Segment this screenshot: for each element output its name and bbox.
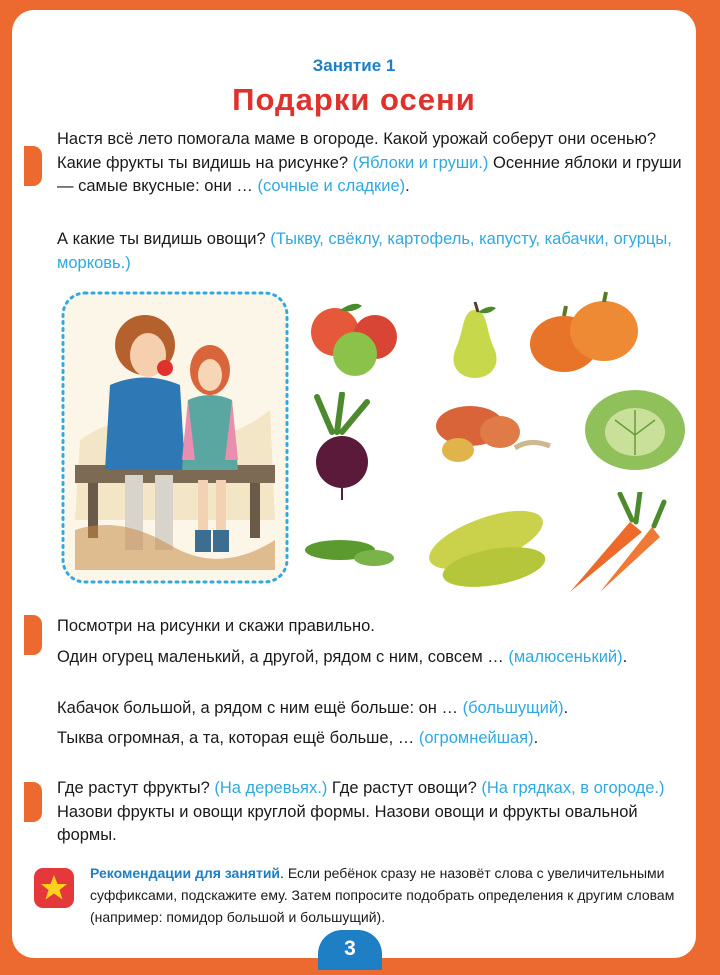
pear-picture	[440, 300, 510, 380]
section-marker-1	[24, 146, 42, 186]
comparison-text-3	[57, 697, 682, 721]
pumpkin-tail: .	[533, 729, 539, 747]
potatoes-picture	[430, 398, 560, 468]
star-icon	[34, 868, 74, 908]
beet-picture	[302, 392, 382, 502]
vegetables-question	[57, 228, 682, 275]
growing-text-2: Где растут овощи?	[327, 779, 482, 797]
intro-answer-2: (сочные и сладкие)	[257, 177, 406, 195]
growing-text-1: Где растут фрукты?	[57, 779, 215, 797]
carrots-picture	[560, 492, 670, 597]
growing-text-3: Назови фрукты и овощи круглой формы. Назови овощи и фрукты овальной формы.	[57, 802, 638, 844]
intro-text-3: .	[405, 177, 410, 195]
veg-answer: (Тыкву, свёклу, картофель, капусту, кабачки, огурцы, морковь.)	[57, 230, 672, 272]
workbook-page	[12, 10, 696, 958]
apples-picture	[300, 292, 410, 380]
recommendation-text	[90, 862, 686, 928]
cucumber-text: Один огурец маленький, а другой, рядом с ним, совсем …	[57, 648, 509, 666]
recommendation-heading: Рекомендации для занятий	[90, 865, 281, 881]
pumpkin-answer: (огромнейшая)	[418, 729, 534, 747]
instruction-text: Посмотри на рисунки и скажи правильно.	[57, 617, 375, 635]
intro-text-1: Настя всё лето помогала маме в огороде. Какой урожай соберут они осенью? Какие фрукты ты видишь на рисунке?	[57, 130, 657, 172]
veg-question-text: А какие ты видишь овощи?	[57, 230, 271, 248]
zucchini-picture	[424, 502, 559, 597]
cucumber-answer: (малюсенький)	[508, 648, 623, 666]
cucumber-tail: .	[622, 648, 628, 666]
section-marker-2	[24, 615, 42, 655]
growing-answer-1: (На деревьях.)	[214, 779, 328, 797]
growing-paragraph	[57, 777, 682, 848]
lesson-label: Занятие 1	[312, 56, 396, 75]
zucchini-text: Кабачок большой, а рядом с ним ещё больше: он …	[57, 699, 463, 717]
comparison-text-2	[57, 646, 682, 670]
page-number: 3	[318, 930, 382, 970]
intro-answer-1: (Яблоки и груши.)	[352, 153, 489, 172]
pumpkin-picture	[524, 286, 644, 376]
comparison-text-4	[57, 727, 682, 751]
zucchini-answer: (большущий)	[462, 699, 564, 717]
comparison-text-1	[57, 615, 682, 639]
section-marker-3	[24, 782, 42, 822]
cabbage-picture	[580, 380, 690, 475]
pumpkin-text: Тыква огромная, а та, которая ещё больше, …	[57, 729, 419, 747]
page-title: Подарки осени	[232, 82, 476, 117]
mother-daughter-illustration	[60, 290, 290, 585]
cucumbers-picture	[302, 530, 402, 575]
intro-text-2: Осенние яблоки и груши — самые вкусные: они …	[57, 153, 682, 195]
star-badge-icon	[34, 868, 74, 908]
intro-paragraph	[57, 128, 682, 199]
recommendation-body: . Если ребёнок сразу не назовёт слова с увеличительными суффиксами, подскажите ему. Затем попросите подобрать определения к другим словам (например: помидор большой и большущий).	[90, 865, 675, 925]
zucchini-tail: .	[563, 699, 569, 717]
growing-answer-2: (На грядках, в огороде.)	[481, 779, 665, 797]
